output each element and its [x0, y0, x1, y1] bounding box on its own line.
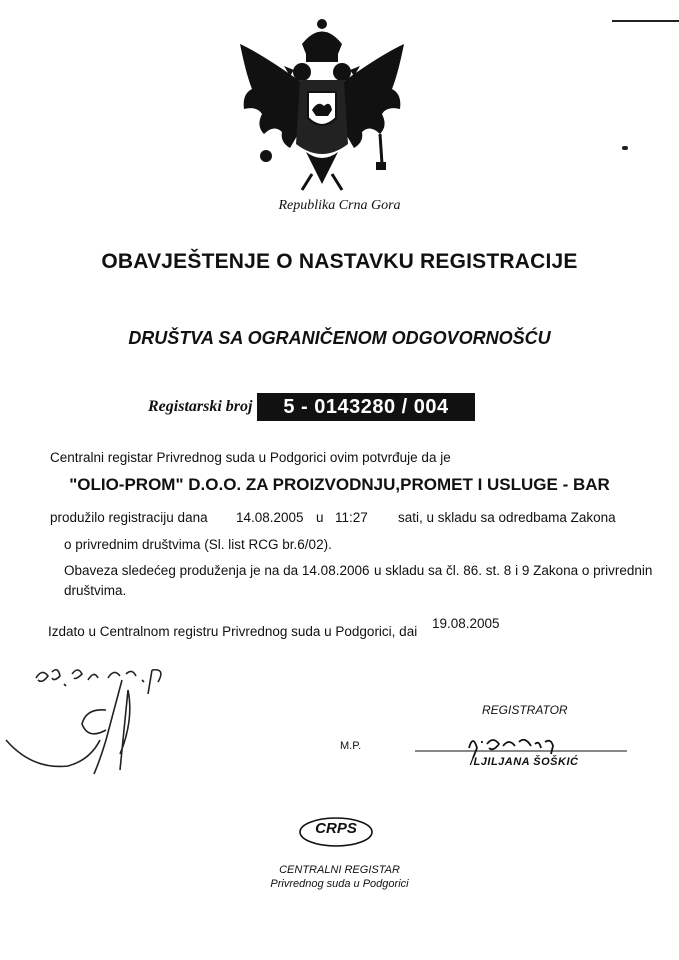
extension-date: 14.08.2005	[236, 510, 304, 525]
document-subtitle: DRUŠTVA SA OGRANIČENOM ODGOVORNOŠĆU	[128, 328, 551, 348]
extension-text: produžilo registraciju dana	[50, 510, 208, 525]
at-word: u	[316, 510, 324, 525]
intro-text: Centralni registar Privrednog suda u Podgorici ovim potvrđuje da je	[50, 450, 451, 465]
scan-mark-dot	[622, 146, 628, 150]
stamp-line-1: CENTRALNI REGISTAR	[279, 864, 400, 876]
next-extension-law-end: društvima.	[64, 583, 127, 598]
crest-caption: Republika Crna Gora	[278, 198, 401, 213]
document-title: OBAVJEŠTENJE O NASTAVKU REGISTRACIJE	[101, 250, 578, 273]
registration-label: Registarski broj	[148, 398, 253, 415]
issued-text: Izdato u Centralnom registru Privrednog suda u Podgorici, dai	[48, 624, 418, 639]
next-extension: Obaveza sledećeg produženja je na da 14.08.2006	[64, 563, 370, 578]
registrator-label: REGISTRATOR	[482, 703, 568, 717]
stamp-line-2: Privrednog suda u Podgorici	[270, 878, 409, 890]
next-extension-law: u skladu sa čl. 86. st. 8 i 9 Zakona o privrednin	[374, 563, 653, 578]
montenegro-coat-of-arms-icon	[232, 14, 412, 204]
registrator-name: /LJILJANA ŠOŠKIĆ	[470, 756, 579, 768]
mp-label: M.P.	[340, 740, 362, 752]
registration-number: 5 - 0143280 / 004	[257, 393, 475, 421]
handwritten-signature-left	[2, 650, 222, 780]
extension-time: 11:27	[335, 510, 368, 525]
extension-suffix: sati, u skladu sa odredbama Zakona	[398, 510, 616, 525]
crps-logo-text: CRPS	[315, 820, 357, 837]
scan-mark-line	[612, 20, 679, 22]
company-name: "OLIO-PROM" D.O.O. ZA PROIZVODNJU,PROMET I USLUGE - BAR	[69, 475, 610, 494]
law-line: o privrednim društvima (Sl. list RCG br.6/02).	[64, 537, 332, 552]
issued-date: 19.08.2005	[432, 616, 500, 631]
